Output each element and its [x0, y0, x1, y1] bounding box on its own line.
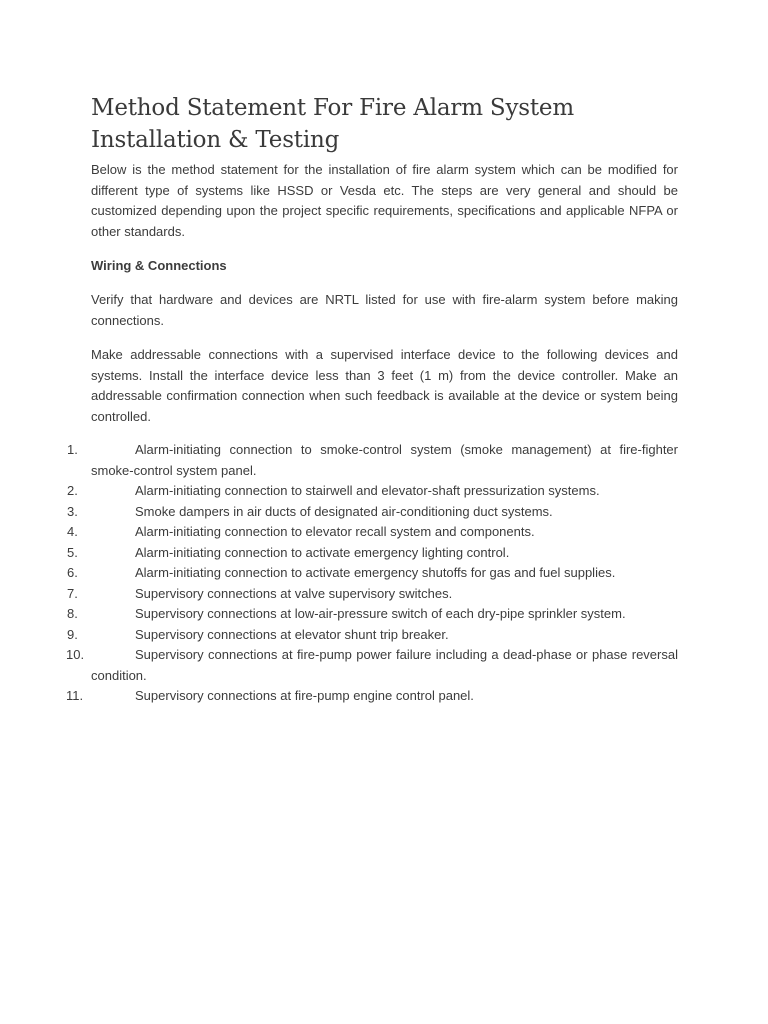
list-item-number: 6. [67, 565, 78, 580]
list-item [0, 543, 678, 564]
list-item-number: 1. [67, 442, 78, 457]
list-item-number: 9. [67, 626, 78, 642]
list-item-text: Alarm-initiating connection to elevator recall system and components. [135, 524, 535, 539]
list-item-text: Alarm-initiating connection to activate emergency shutoffs for gas and fuel supplies. [135, 565, 616, 580]
list-item-text: Alarm-initiating connection to stairwell and elevator-shaft pressurization systems. [135, 483, 600, 498]
list-item [0, 584, 678, 605]
list-item [0, 686, 678, 707]
list-item-number: 7. [67, 585, 78, 601]
list-item-text: Supervisory connections at fire-pump power failure including a dead-phase or phase reversal condition. [91, 647, 678, 683]
list-item [0, 440, 678, 481]
list-item-text: Smoke dampers in air ducts of designated air-conditioning duct systems. [135, 503, 553, 519]
list-item-number: 3. [67, 503, 78, 519]
list-item [0, 563, 678, 584]
list-item [0, 522, 678, 543]
list-item-number: 2. [67, 483, 78, 498]
list-item [0, 502, 678, 523]
list-item-number: 11. [66, 688, 84, 703]
list-item-number: 8. [67, 606, 78, 621]
section-heading: Wiring & Connections [91, 258, 227, 273]
intro-paragraph: Below is the method statement for the installation of fire alarm system which can be modified for different type of systems like HSSD or Vesda etc. The steps are very general and should be customized depending upon the project specific requirements, specifications and applicable NFPA or other standards. [91, 162, 678, 239]
list-item [0, 604, 678, 625]
paragraph-addressable: Make addressable connections with a supervised interface device to the following devices and systems. Install the interface device less than 3 feet (1 m) from the device controller. Make an addressable confirmation connection when such feedback is available at the device or system being controlled. [91, 347, 678, 424]
document-title: Method Statement For Fire Alarm System Installation & Testing [91, 95, 574, 153]
list-item [0, 645, 678, 686]
list-item-number: 4. [67, 524, 78, 539]
list-item-text: Alarm-initiating connection to activate emergency lighting control. [135, 544, 510, 560]
paragraph-nrtl: Verify that hardware and devices are NRTL listed for use with fire-alarm system before making connections. [91, 292, 678, 328]
list-item-number: 10. [66, 647, 85, 662]
list-item-text: Supervisory connections at elevator shunt trip breaker. [135, 626, 449, 642]
list-item-text: Supervisory connections at fire-pump engine control panel. [135, 688, 474, 703]
list-item [0, 481, 678, 502]
list-item-number: 5. [67, 544, 78, 560]
list-item-text: Supervisory connections at low-air-pressure switch of each dry-pipe sprinkler system. [135, 606, 626, 621]
list-item-text: Alarm-initiating connection to smoke-control system (smoke management) at fire-fighter smoke-control system panel. [91, 442, 678, 478]
list-item [0, 625, 678, 646]
list-item-text: Supervisory connections at valve supervisory switches. [135, 585, 453, 601]
connections-list [0, 440, 768, 707]
